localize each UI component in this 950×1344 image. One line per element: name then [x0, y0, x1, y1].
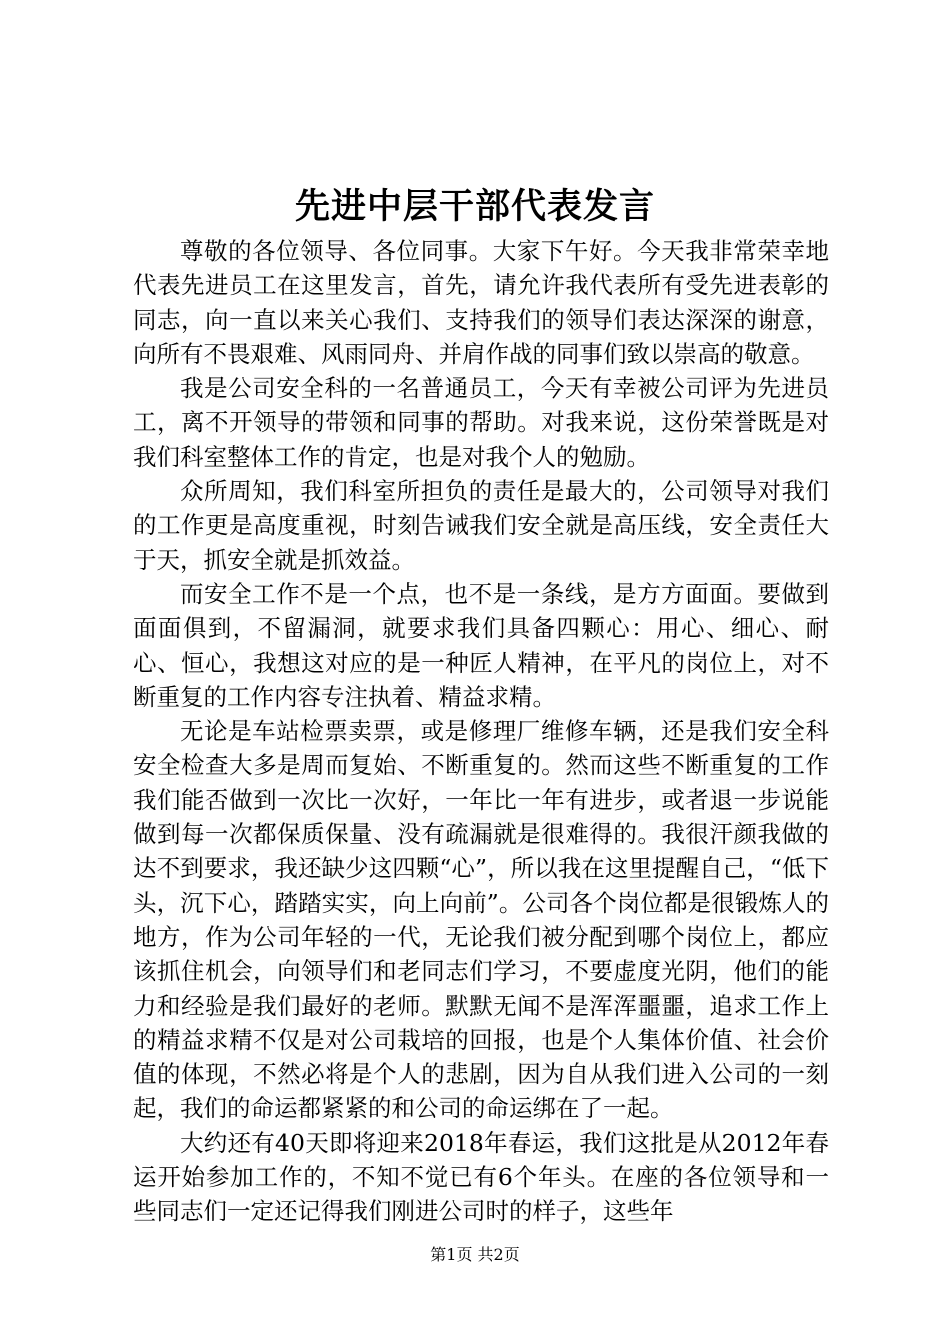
- paragraph-four-hearts: 而安全工作不是一个点，也不是一条线，是方方面面。要做到面面俱到，不留漏洞，就要求我们具备四颗心：用心、细心、耐心、恒心，我想这对应的是一种匠人精神，在平凡的岗位上，对不断重复的工作内容专注执着、精益求精。: [133, 579, 829, 711]
- document-title: 先进中层干部代表发言: [294, 186, 655, 227]
- paragraph-responsibility: 众所周知，我们科室所担负的责任是最大的，公司领导对我们的工作更是高度重视，时刻告诫我们安全就是高压线，安全责任大于天，抓安全就是抓效益。: [133, 477, 829, 574]
- page-footer: 第1页 共2页: [430, 1245, 520, 1264]
- paragraph-repetitive-work: 无论是车站检票卖票，或是修理厂维修车辆，还是我们安全科安全检查大多是周而复始、不断重复的。然而这些不断重复的工作我们能否做到一次比一次好，一年比一年有进步，或者退一步说能做到每一次都保质保量、没有疏漏就是很难得的。我很汗颜我做的达不到要求，我还缺少这四颗“心”，所以我在这里提醒自己，“低下头，沉下心，踏踏实实，向上向前”。公司各个岗位都是很锻炼人的地方，作为公司年轻的一代，无论我们被分配到哪个岗位上，都应该抓住机会，向领导们和老同志们学习，不要虚度光阴，他们的能力和经验是我们最好的老师。默默无闻不是浑浑噩噩，追求工作上的精益求精不仅是对公司栽培的回报，也是个人集体价值、社会价值的体现，不然必将是个人的悲剧，因为自从我们进入公司的一刻起，我们的命运都紧紧的和公司的命运绑在了一起。: [133, 717, 829, 1123]
- paragraph-introduction: 我是公司安全科的一名普通员工，今天有幸被公司评为先进员工，离不开领导的带领和同事的帮助。对我来说，这份荣誉既是对我们科室整体工作的肯定，也是对我个人的勉励。: [133, 374, 829, 471]
- paragraph-greeting: 尊敬的各位领导、各位同事。大家下午好。今天我非常荣幸地代表先进员工在这里发言，首先，请允许我代表所有受先进表彰的同志，向一直以来关心我们、支持我们的领导们表达深深的谢意，向所有不畏艰难、风雨同舟、并肩作战的同事们致以崇高的敬意。: [133, 237, 829, 368]
- document-body: [133, 234, 829, 1229]
- paragraph-spring-transport: 大约还有40天即将迎来2018年春运，我们这批是从2012年春运开始参加工作的，不知不觉已有6个年头。在座的各位领导和一些同志们一定还记得我们刚进公司时的样子，这些年: [133, 1128, 829, 1226]
